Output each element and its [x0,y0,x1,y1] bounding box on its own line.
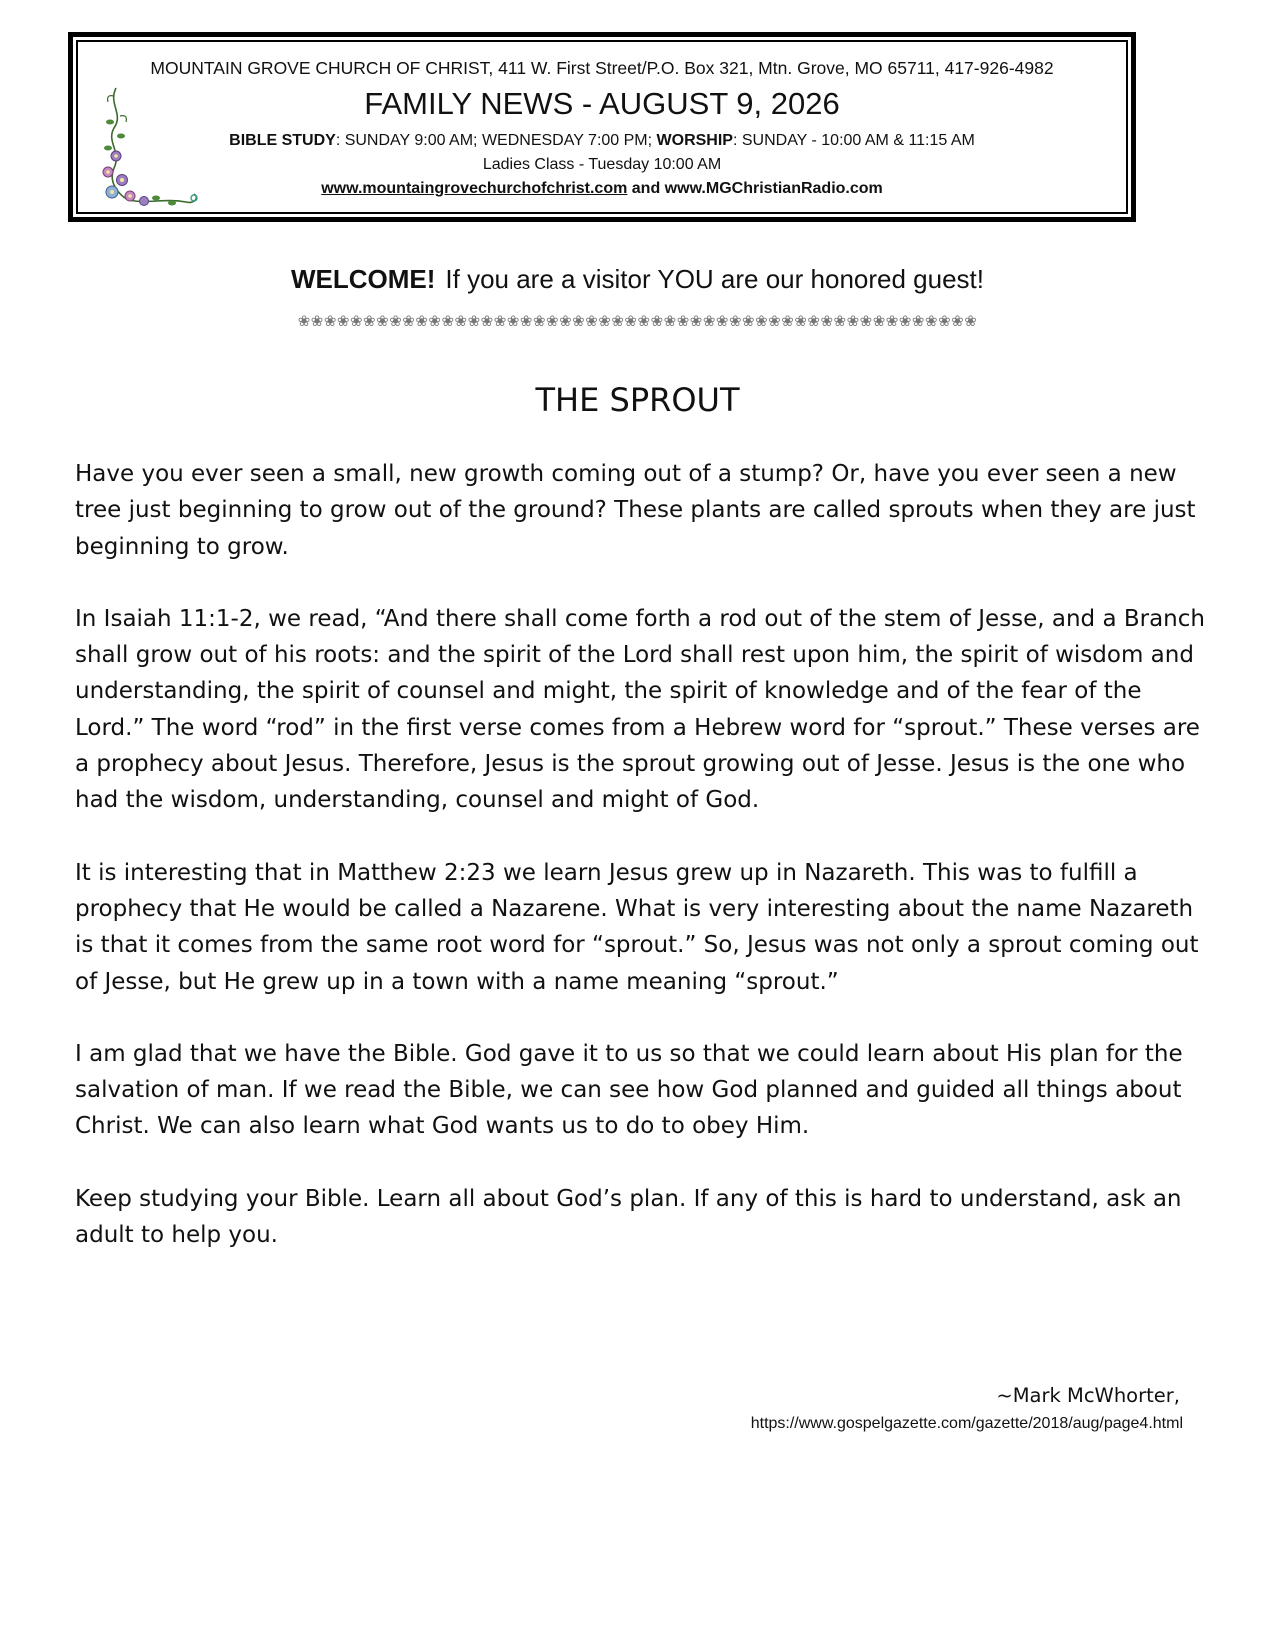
article-paragraph: I am glad that we have the Bible. God gave it to us so that we could learn about His plan for the salvation of man. If we read the Bible, we can see how God planned and guided all things about Christ. We can also learn what God wants us to do to obey Him. [75,1040,1183,1140]
article-body [75,456,1205,1289]
article-paragraph: Keep studying your Bible. Learn all about God’s plan. If any of this is hard to understand, ask an adult to help you. [75,1185,1182,1249]
and-text: and [627,180,665,197]
article-source-url[interactable]: https://www.gospelgazette.com/gazette/2018/aug/page4.html [750,1415,1183,1432]
worship-times: : SUNDAY - 10:00 AM & 11:15 AM [732,132,975,149]
newsletter-header [68,32,1136,222]
welcome-text: If you are a visitor YOU are our honored guest! [445,264,984,294]
bible-study-label: BIBLE STUDY [229,132,336,149]
ladies-class-line: Ladies Class - Tuesday 10:00 AM [482,156,722,173]
welcome-bold: WELCOME! [290,264,436,294]
newsletter-title: FAMILY NEWS - AUGUST 9, 2026 [364,86,840,121]
welcome-line [0,264,1275,295]
header-inner-border [76,40,1128,214]
radio-website-link[interactable]: www.MGChristianRadio.com [664,180,883,197]
websites-line [78,180,1126,198]
worship-label: WORSHIP [656,132,733,149]
service-hours [78,132,1126,150]
article-paragraph: Have you ever seen a small, new growth coming out of a stump? Or, have you ever seen a new tree just beginning to grow out of the ground? These plants are called sprouts when they are just beginning to grow. [75,461,1196,560]
article-paragraph: It is interesting that in Matthew 2:23 we learn Jesus grew up in Nazareth. This was to fulfill a prophecy that He would be called a Nazarene. What is very interesting about the name Nazareth is that it comes from the same root word for “sprout.” So, Jesus was not only a sprout coming out of Jesse, but He grew up in a town with a name meaning “sprout.” [75,859,1199,995]
church-website-link[interactable]: www.mountaingrovechurchofchrist.com [321,180,628,197]
article-paragraph: In Isaiah 11:1-2, we read, “And there shall come forth a rod out of the stem of Jesse, and a Branch shall grow out of his roots: and the spirit of the Lord shall rest upon him, the spirit of wisdom and understanding, the spirit of counsel and might, the spirit of knowledge and of the fear of the Lord.” The word “rod” in the first verse comes from a Hebrew word for “sprout.” These verses are a prophecy about Jesus. Therefore, Jesus is the sprout growing out of Jesse. Jesus is the one who had the wisdom, understanding, counsel and might of God. [75,605,1205,814]
church-address-line: MOUNTAIN GROVE CHURCH OF CHRIST, 411 W. First Street/P.O. Box 321, Mtn. Grove, MO 65711, 417-926-4982 [150,58,1054,78]
bible-study-times: : SUNDAY 9:00 AM; WEDNESDAY 7:00 PM; [335,132,657,149]
article-title: THE SPROUT [535,381,740,419]
flower-divider: ❀❀❀❀❀❀❀❀❀❀❀❀❀❀❀❀❀❀❀❀❀❀❀❀❀❀❀❀❀❀❀❀❀❀❀❀❀❀❀❀❀❀❀❀❀❀❀❀❀❀❀❀ [297,312,978,330]
article-author: ~Mark McWhorter, [996,1384,1180,1407]
